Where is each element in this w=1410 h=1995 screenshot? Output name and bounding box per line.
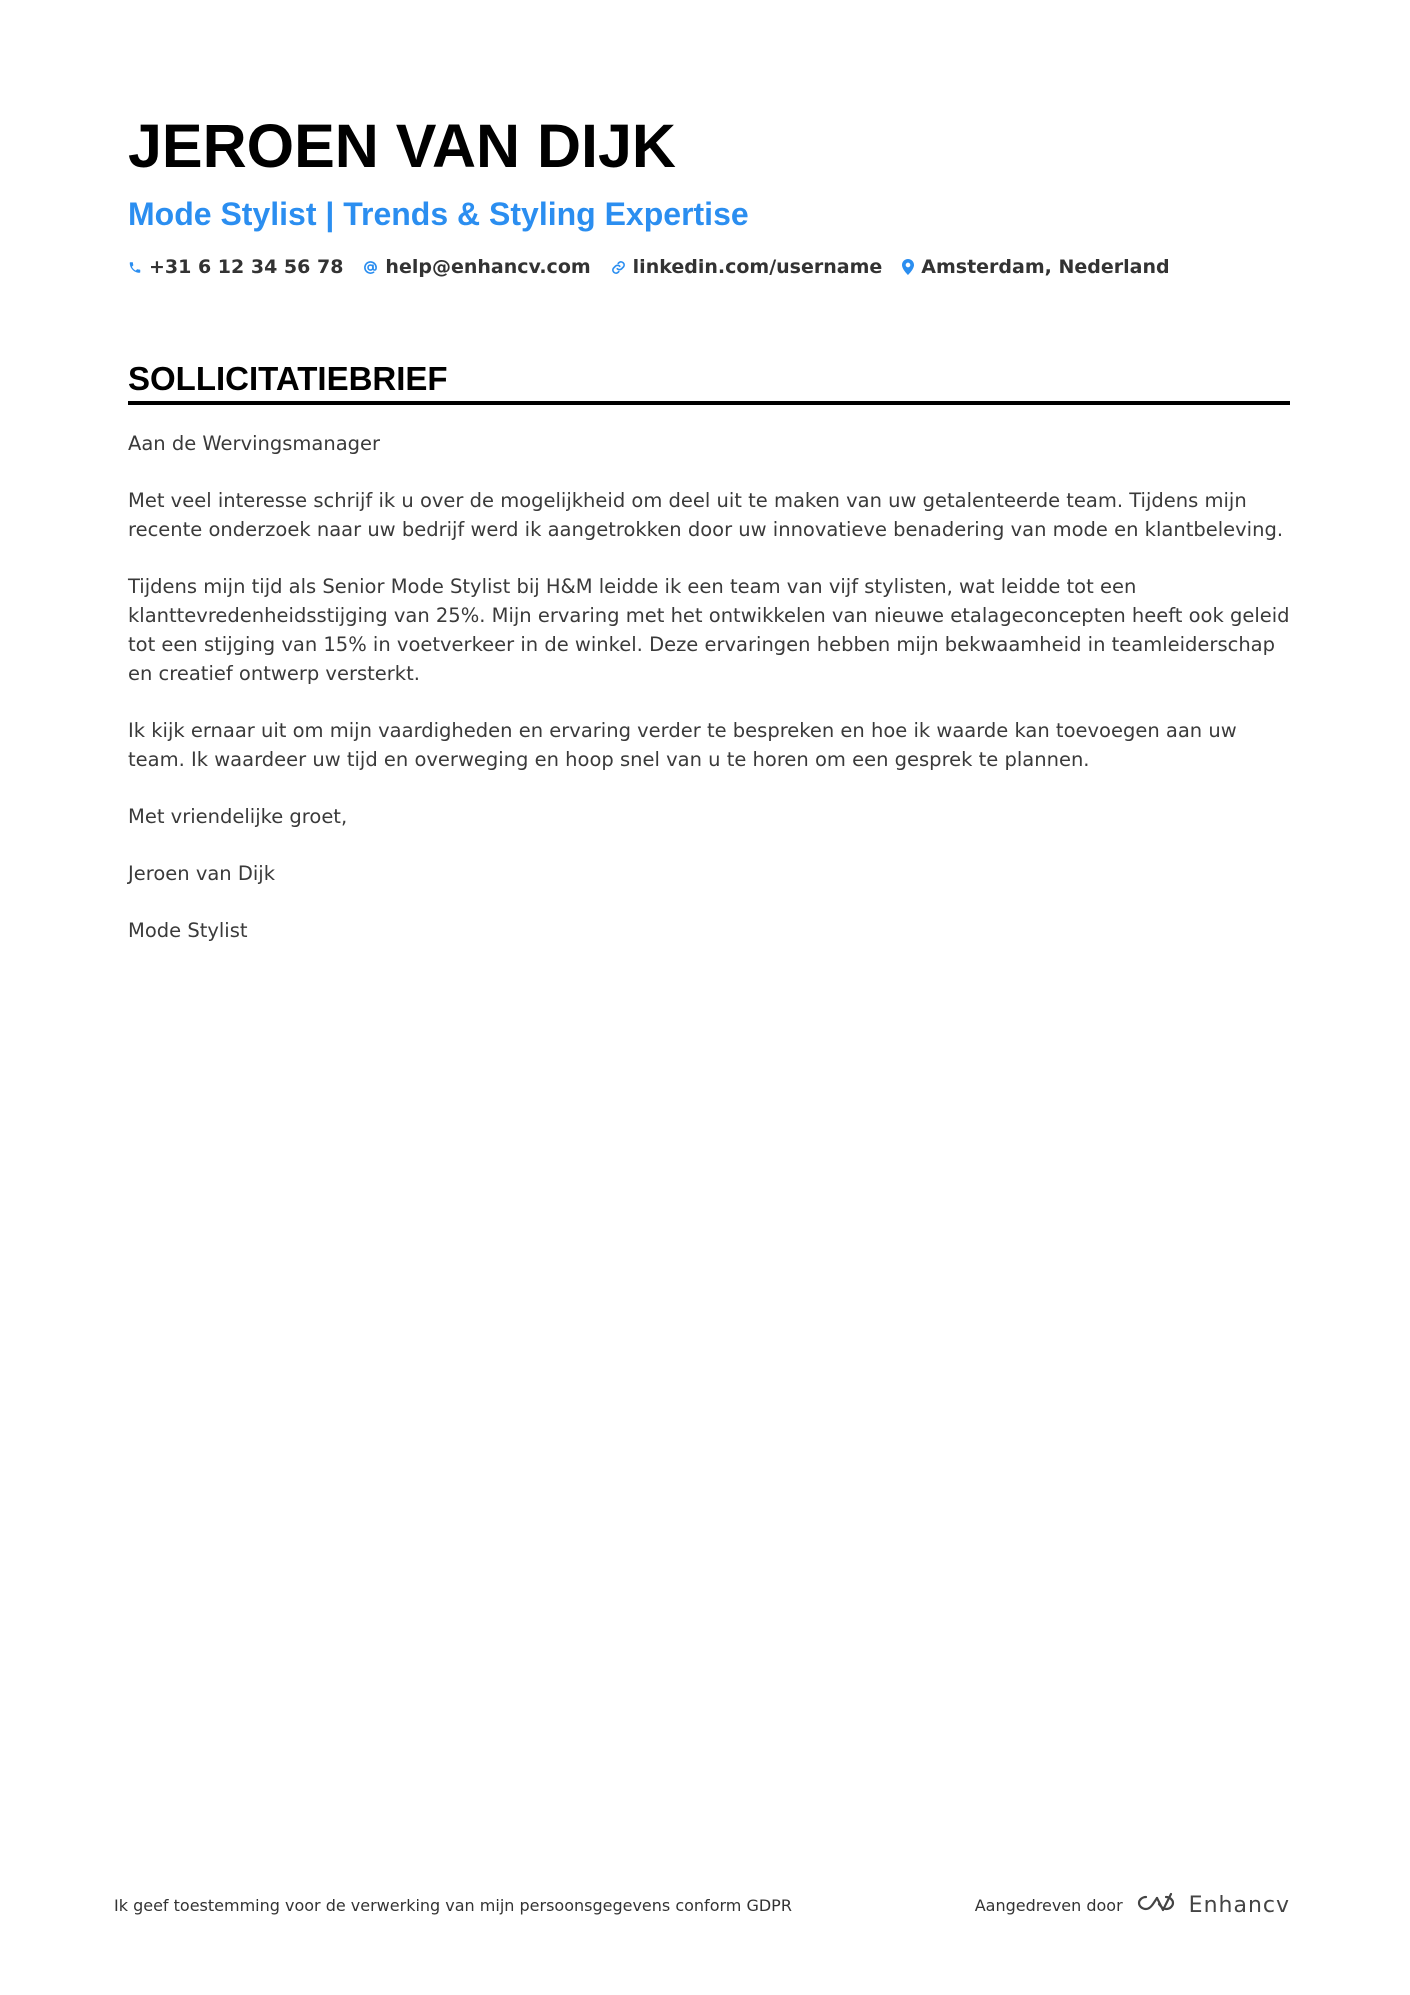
phone-icon (128, 260, 142, 275)
signature-title: Mode Stylist (128, 919, 248, 942)
contact-linkedin[interactable] (611, 256, 883, 278)
brand-name: Enhancv (1188, 1892, 1290, 1918)
enhancv-logo-icon (1133, 1891, 1179, 1919)
letter-body (128, 429, 1290, 945)
contact-linkedin-text: linkedin.com/username (632, 256, 883, 278)
letter-paragraph: Met veel interesse schrijf ik u over de mogelijkheid om deel uit te maken van uw getalenteerde team. Tijdens mijn recente onderzoek naar uw bedrijf werd ik aangetrokken door uw innovatieve benadering van mode en klantbeleving. (128, 489, 1284, 541)
contact-email[interactable] (363, 256, 590, 278)
contact-phone-text: +31 6 12 34 56 78 (149, 256, 344, 278)
contact-email-text: help@enhancv.com (385, 256, 591, 278)
contact-bar (128, 256, 1290, 278)
signature-name: Jeroen van Dijk (128, 862, 276, 885)
letter-closing: Met vriendelijke groet, (128, 805, 348, 828)
powered-by-label: Aangedreven door (974, 1895, 1123, 1915)
at-icon (363, 260, 378, 275)
powered-by[interactable] (975, 1891, 1290, 1919)
letter-salutation: Aan de Wervingsmanager (128, 432, 381, 455)
section-title: SOLLICITATIEBRIEF (128, 358, 1290, 405)
letter-paragraph: Ik kijk ernaar uit om mijn vaardigheden en ervaring verder te bespreken en hoe ik waarde kan toevoegen aan uw team. Ik waardeer uw tijd en overweging en hoop snel van u te horen om een gesprek te plannen. (128, 719, 1237, 771)
gdpr-consent-text: Ik geef toestemming voor de verwerking van mijn persoonsgegevens conform GDPR (114, 1895, 792, 1915)
cover-letter-page (128, 108, 1290, 973)
link-icon (611, 260, 626, 275)
applicant-subtitle: Mode Stylist | Trends & Styling Expertise (128, 196, 749, 232)
letter-paragraph: Tijdens mijn tijd als Senior Mode Stylist bij H&M leidde ik een team van vijf stylisten, wat leidde tot een klanttevredenheidsstijging van 25%. Mijn ervaring met het ontwikkelen van nieuwe etalageconcepten heeft ook geleid tot een stijging van 15% in voetverkeer in de winkel. Deze ervaringen hebben mijn bekwaamheid in teamleiderschap en creatief ontwerp versterkt. (128, 575, 1290, 685)
applicant-name: JEROEN VAN DIJK (128, 112, 676, 180)
page-footer (114, 1891, 1290, 1919)
contact-phone (128, 256, 343, 278)
location-pin-icon (902, 259, 914, 275)
contact-location-text: Amsterdam, Nederland (921, 256, 1170, 278)
contact-location (902, 256, 1169, 278)
